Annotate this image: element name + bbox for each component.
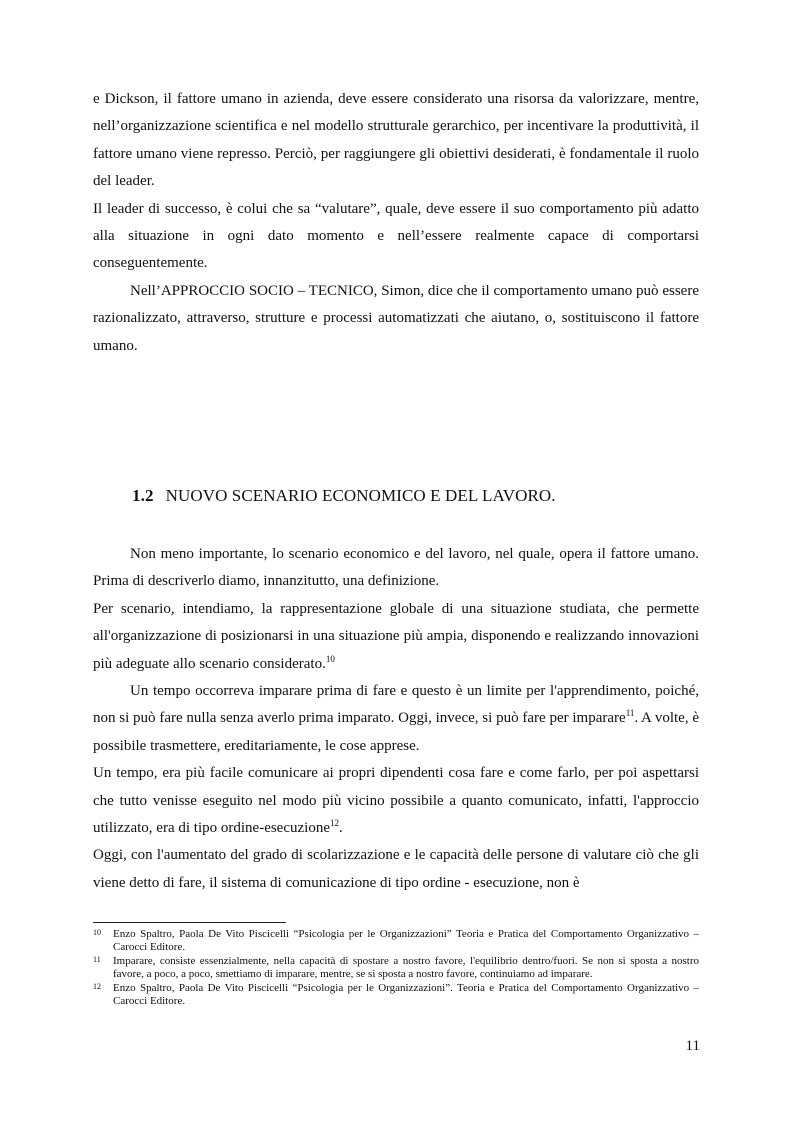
paragraph: Non meno importante, lo scenario economico e del lavoro, nel quale, opera il fattore umano. Prima di descriverlo diamo, innanzitutto, una definizione. xyxy=(93,546,699,590)
footnote xyxy=(93,982,699,1008)
section-heading xyxy=(132,486,556,506)
paragraph xyxy=(93,678,699,760)
paragraph-text: Per scenario, intendiamo, la rappresentazione globale di una situazione studiata, che permette all'organizzazione di posizionarsi in una situazione più ampia, disponendo e realizzando innovazioni più adeguate allo scenario considerato. xyxy=(93,600,699,672)
footnote xyxy=(93,928,699,954)
footnote xyxy=(93,955,699,981)
paragraph: Nell’APPROCCIO SOCIO – TECNICO, Simon, dice che il comportamento umano può essere razionalizzato, attraverso, strutture e processi automatizzati che aiutano, o, sostituiscono il fattore umano. xyxy=(93,282,699,354)
footnote-ref[interactable]: 12 xyxy=(329,818,339,829)
paragraph xyxy=(93,760,699,842)
page-number: 11 xyxy=(685,1038,700,1054)
top-text-block xyxy=(93,86,699,360)
section-number: 1.2 xyxy=(132,486,154,505)
paragraph-text: . xyxy=(338,820,343,837)
footnote-text: Imparare, consiste essenzialmente, nella capacità di spostare a nostro favore, l'equilibrio dentro/fuori. Se non si sposta a nostro favore, a poco, a poco, smettiamo di imparare, mentre, se si sposta a nostro favore, continuiamo ad imparare. xyxy=(113,955,699,980)
paragraph: e Dickson, il fattore umano in azienda, deve essere considerato una risorsa da valorizzare, mentre, nell’organizzazione scientifica e nel modello strutturale gerarchico, per incentivare la produttività, il fattore umano viene represso. Perciò, per raggiungere gli obiettivi desiderati, è fondamentale il ruolo del leader. xyxy=(93,91,699,190)
paragraph: Oggi, con l'aumentato del grado di scolarizzazione e le capacità delle persone di valutare ciò che gli viene detto di fare, il sistema di comunicazione di tipo ordine - esecuzione, non è xyxy=(93,847,699,891)
footnote-ref[interactable]: 10 xyxy=(325,653,335,664)
footnote-mark: 10 xyxy=(93,928,101,937)
paragraph-text: Un tempo occorreva imparare prima di fare e questo è un limite per l'apprendimento, poiché, non si può fare nulla senza averlo prima imparato. Oggi, invece, si può fare per imparare xyxy=(93,683,699,727)
paragraph-text: . A volte, è possibile trasmettere, ereditariamente, le cose apprese. xyxy=(93,710,700,754)
footnote-text: Enzo Spaltro, Paola De Vito Piscicelli “Psicologia per le Organizzazioni” Teoria e Pratica del Comportamento Organizzativo – Carocci Editore. xyxy=(113,928,699,953)
footnote-ref[interactable]: 11 xyxy=(625,708,635,719)
footnotes xyxy=(93,928,699,1009)
paragraph: Il leader di successo, è colui che sa “valutare”, quale, deve essere il suo comportamento più adatto alla situazione in ogni dato momento e nell’essere realmente capace di comportarsi conseguentemente. xyxy=(93,200,699,272)
footnote-mark: 11 xyxy=(93,955,101,964)
section-body xyxy=(93,541,699,897)
footnote-mark: 12 xyxy=(93,982,101,991)
footnote-text: Enzo Spaltro, Paola De Vito Piscicelli “Psicologia per le Organizzazioni”. Teoria e Pratica del Comportamento Organizzativo – Carocci Editore. xyxy=(113,982,699,1007)
footnote-divider xyxy=(93,922,286,923)
section-title: NUOVO SCENARIO ECONOMICO E DEL LAVORO. xyxy=(165,486,556,505)
paragraph-text: Un tempo, era più facile comunicare ai propri dipendenti cosa fare e come farlo, per poi aspettarsi che tutto venisse eseguito nel modo più vicino possibile a quanto comunicato, infatti, l'approccio utilizzato, era di tipo ordine-esecuzione xyxy=(93,765,699,837)
paragraph xyxy=(93,596,699,678)
